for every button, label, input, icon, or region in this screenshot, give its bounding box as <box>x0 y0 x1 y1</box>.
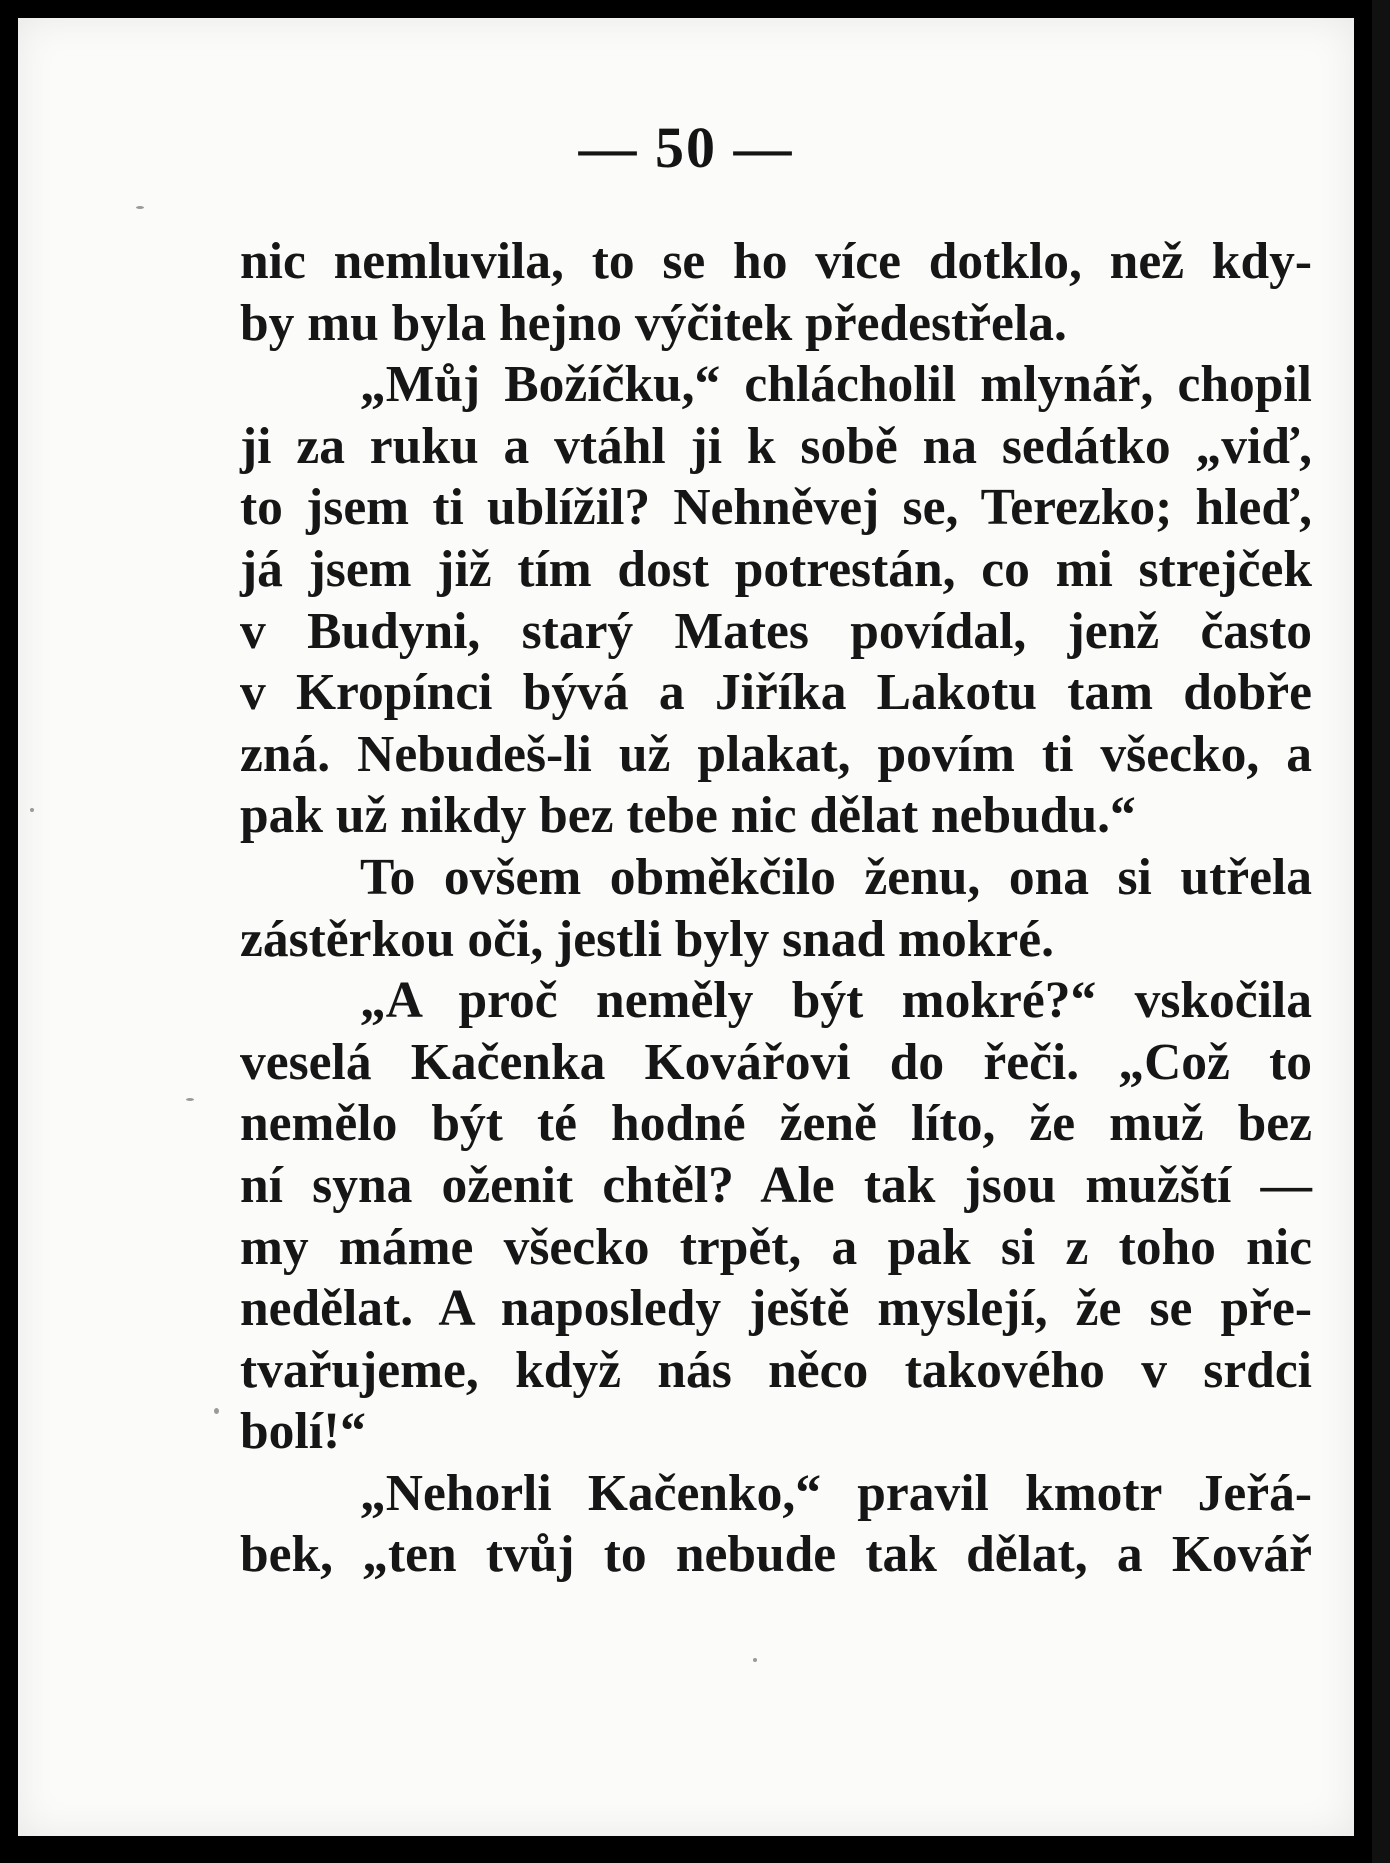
text-line: by mu byla hejno výčitek předestřela. <box>240 294 1067 352</box>
book-page <box>18 18 1354 1836</box>
text-line: ní syna oženit chtěl? Ale tak jsou mužští — <box>240 1156 1312 1214</box>
text-line: zástěrkou oči, jestli byly snad mokré. <box>240 910 1054 968</box>
text-line: bek, „ten tvůj to nebude tak dělat, a Kovář <box>240 1526 1312 1584</box>
text-line: veselá Kačenka Kovářovi do řeči. „Což to <box>240 1033 1312 1091</box>
text-line: my máme všecko trpět, a pak si z toho nic <box>240 1218 1312 1276</box>
text-line: „Nehorli Kačenko,“ pravil kmotr Jeřá- <box>360 1464 1312 1522</box>
text-line: v Budyni, starý Mates povídal, jenž často <box>240 602 1312 660</box>
text-line: nic nemluvila, to se ho více dotklo, než kdy- <box>240 233 1312 290</box>
page-number: — 50 — <box>578 115 794 180</box>
text-line: v Kropínci bývá a Jiříka Lakotu tam dobře <box>240 664 1312 722</box>
text-line: já jsem již tím dost potrestán, co mi strejček <box>240 540 1312 598</box>
text-line: pak už nikdy bez tebe nic dělat nebudu.“ <box>240 787 1136 845</box>
text-line: To ovšem obměkčilo ženu, ona si utřela <box>360 848 1312 906</box>
text-line: „Můj Božíčku,“ chlácholil mlynář, chopil <box>360 356 1312 414</box>
text-line: „A proč neměly být mokré?“ vskočila <box>360 972 1312 1030</box>
text-line: tvařujeme, když nás něco takového v srdci <box>240 1341 1312 1399</box>
text-line: ji za ruku a vtáhl ji k sobě na sedátko „viď, <box>240 417 1312 475</box>
text-line: bolí!“ <box>240 1403 366 1461</box>
page-edge-shadow <box>1372 0 1390 1863</box>
page-body-text <box>240 231 1312 1586</box>
text-line: nedělat. A naposledy ještě myslejí, že se pře- <box>240 1280 1312 1338</box>
text-line: to jsem ti ublížil? Nehněvej se, Terezko; hleď, <box>240 479 1312 537</box>
text-line: zná. Nebudeš-li už plakat, povím ti všecko, a <box>240 725 1312 783</box>
text-line: nemělo být té hodné ženě líto, že muž bez <box>240 1095 1312 1153</box>
